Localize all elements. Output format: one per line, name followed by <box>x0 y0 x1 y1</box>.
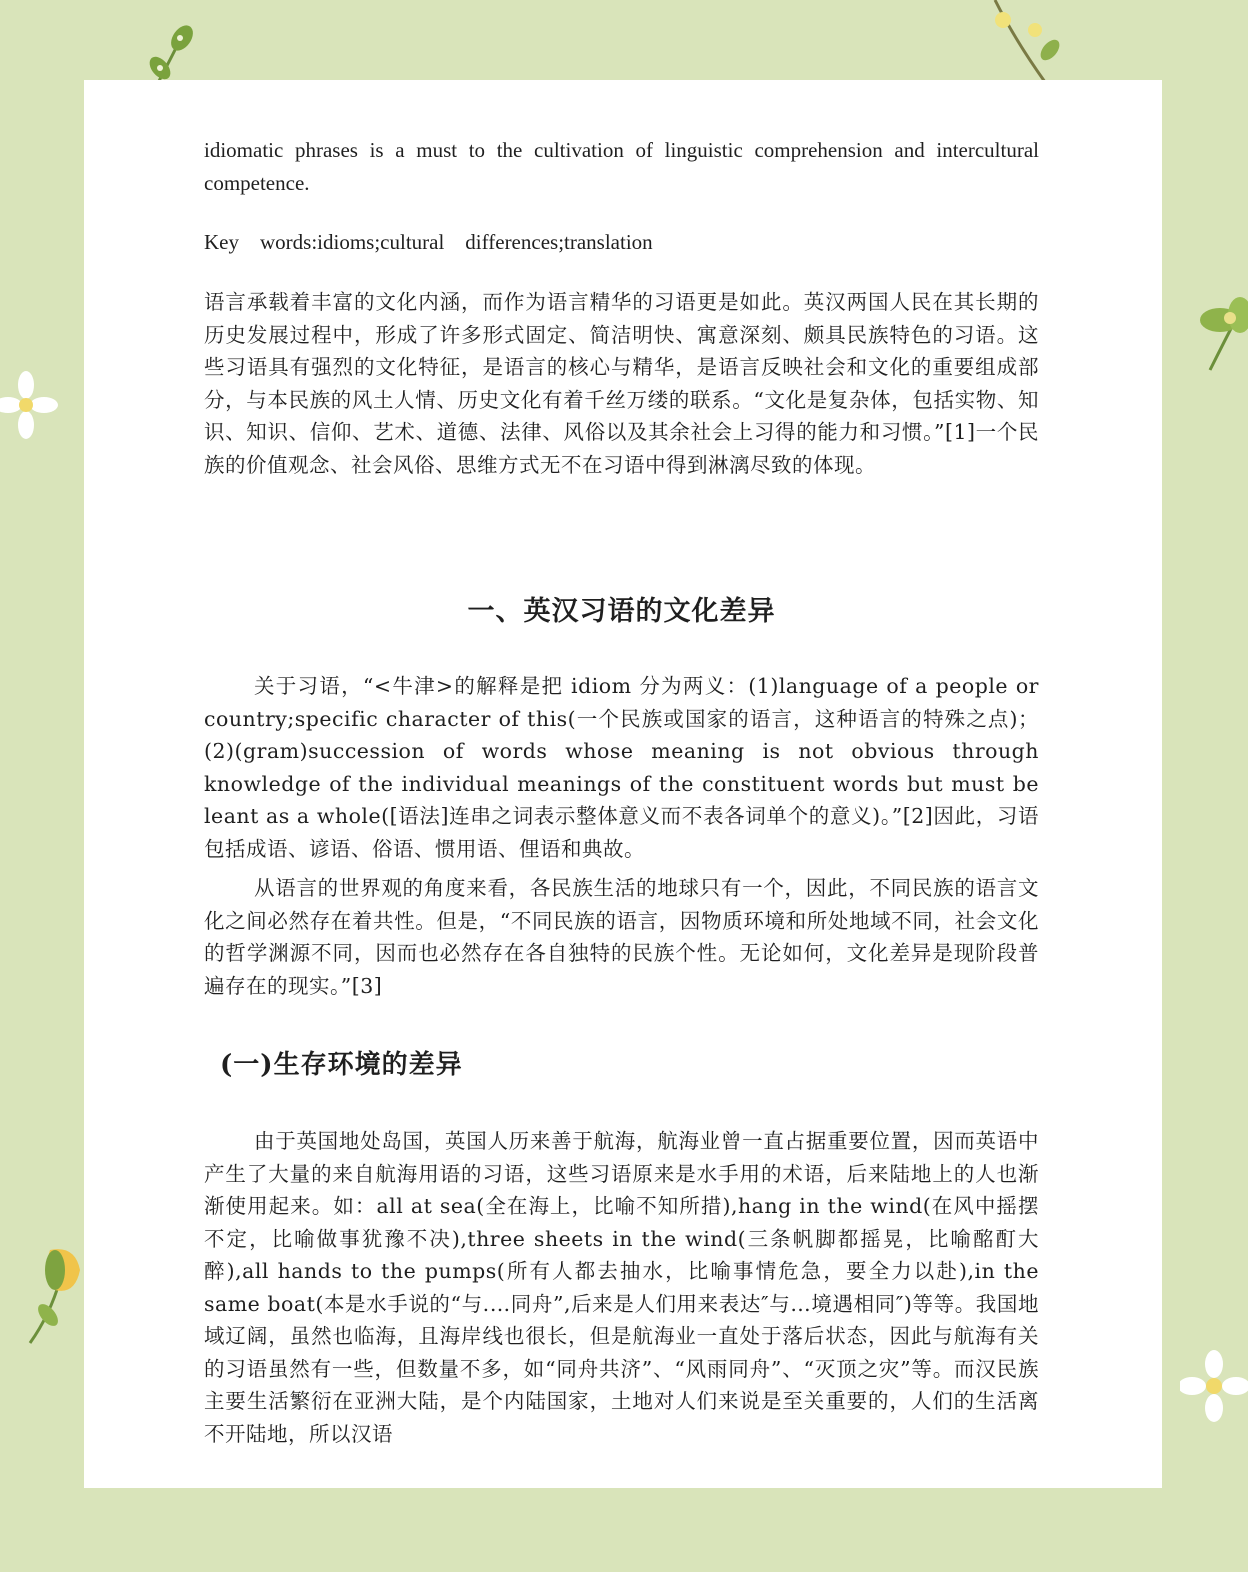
abstract-tail: idiomatic phrases is a must to the cultivation of linguistic comprehension and intercultural competence. <box>204 138 1039 195</box>
tulip-icon <box>20 1235 90 1345</box>
section-paragraph: 关于习语，“<牛津>的解释是把 idiom 分为两义：(1)language of a people or country;specific character of this(一个民族或国家的语言，这种语言的特殊之点)；(2)(gram)succession of words whose meaning is not obvious through knowledge of the individual meanings of the constituent words but must be leant as a whole([语法]连串之词表示整体意义而不表各词单个的意义)。”[2]因此，习语包括成语、谚语、俗语、惯用语、俚语和典故。 <box>204 674 1039 861</box>
subsection-heading: (一)生存环境的差异 <box>220 1050 463 1080</box>
flower-branch-icon <box>975 0 1085 85</box>
subsection-paragraph: 由于英国地处岛国，英国人历来善于航海，航海业曾一直占据重要位置，因而英语中产生了大量的来自航海用语的习语，这些习语原来是水手用的术语，后来陆地上的人也渐渐使用起来。如：all at sea(全在海上，比喻不知所措),hang in the wind(在风中摇摆不定，比喻做事犹豫不决),three sheets in the wind(三条帆脚都摇晃，比喻酩酊大醉),all hands to the pumps(所有人都去抽水，比喻事情危急，要全力以赴),in the same boat(本是水手说的“与.…同舟”,后来是人们用来表达″与…境遇相同″)等等。我国地域辽阔，虽然也临海，且海岸线也很长，但是航海业一直处于落后状态，因此与航海有关的习语虽然有一些，但数量不多，如“同舟共济”、“风雨同舟”、“灭顶之灾”等。而汉民族主要生活繁衍在亚洲大陆，是个内陆国家，土地对人们来说是至关重要的，人们的生活离不开陆地，所以汉语 <box>204 1129 1039 1446</box>
section-paragraph: 从语言的世界观的角度来看，各民族生活的地球只有一个，因此，不同民族的语言文化之间必然存在着共性。但是，“不同民族的语言，因物质环境和所处地域不同，社会文化的哲学渊源不同，因而也必然存在各自独特的民族个性。无论如何，文化差异是现阶段普遍存在的现实。”[3] <box>204 876 1039 998</box>
intro-paragraph: 语言承载着丰富的文化内涵，而作为语言精华的习语更是如此。英汉两国人民在其长期的历史发展过程中，形成了许多形式固定、简洁明快、寓意深刻、颇具民族特色的习语。这些习语具有强烈的文化特征，是语言的核心与精华，是语言反映社会和文化的重要组成部分，与本民族的风土人情、历史文化有着千丝万缕的联系。“文化是复杂体，包括实物、知识、知识、信仰、艺术、道德、法律、风俗以及其余社会上习得的能力和习惯。”[1]一个民族的价值观念、社会风俗、思维方式无不在习语中得到淋漓尽致的体现。 <box>204 290 1039 477</box>
section-heading: 一、英汉习语的文化差异 <box>467 596 776 627</box>
leaf-flower-icon <box>1190 285 1248 375</box>
white-flower-icon <box>1180 1350 1248 1425</box>
document-content <box>204 134 1039 1450</box>
document-page <box>84 80 1162 1488</box>
keywords-line: Key words:idioms;cultural differences;translation <box>204 230 653 254</box>
white-flower-icon <box>0 370 60 440</box>
